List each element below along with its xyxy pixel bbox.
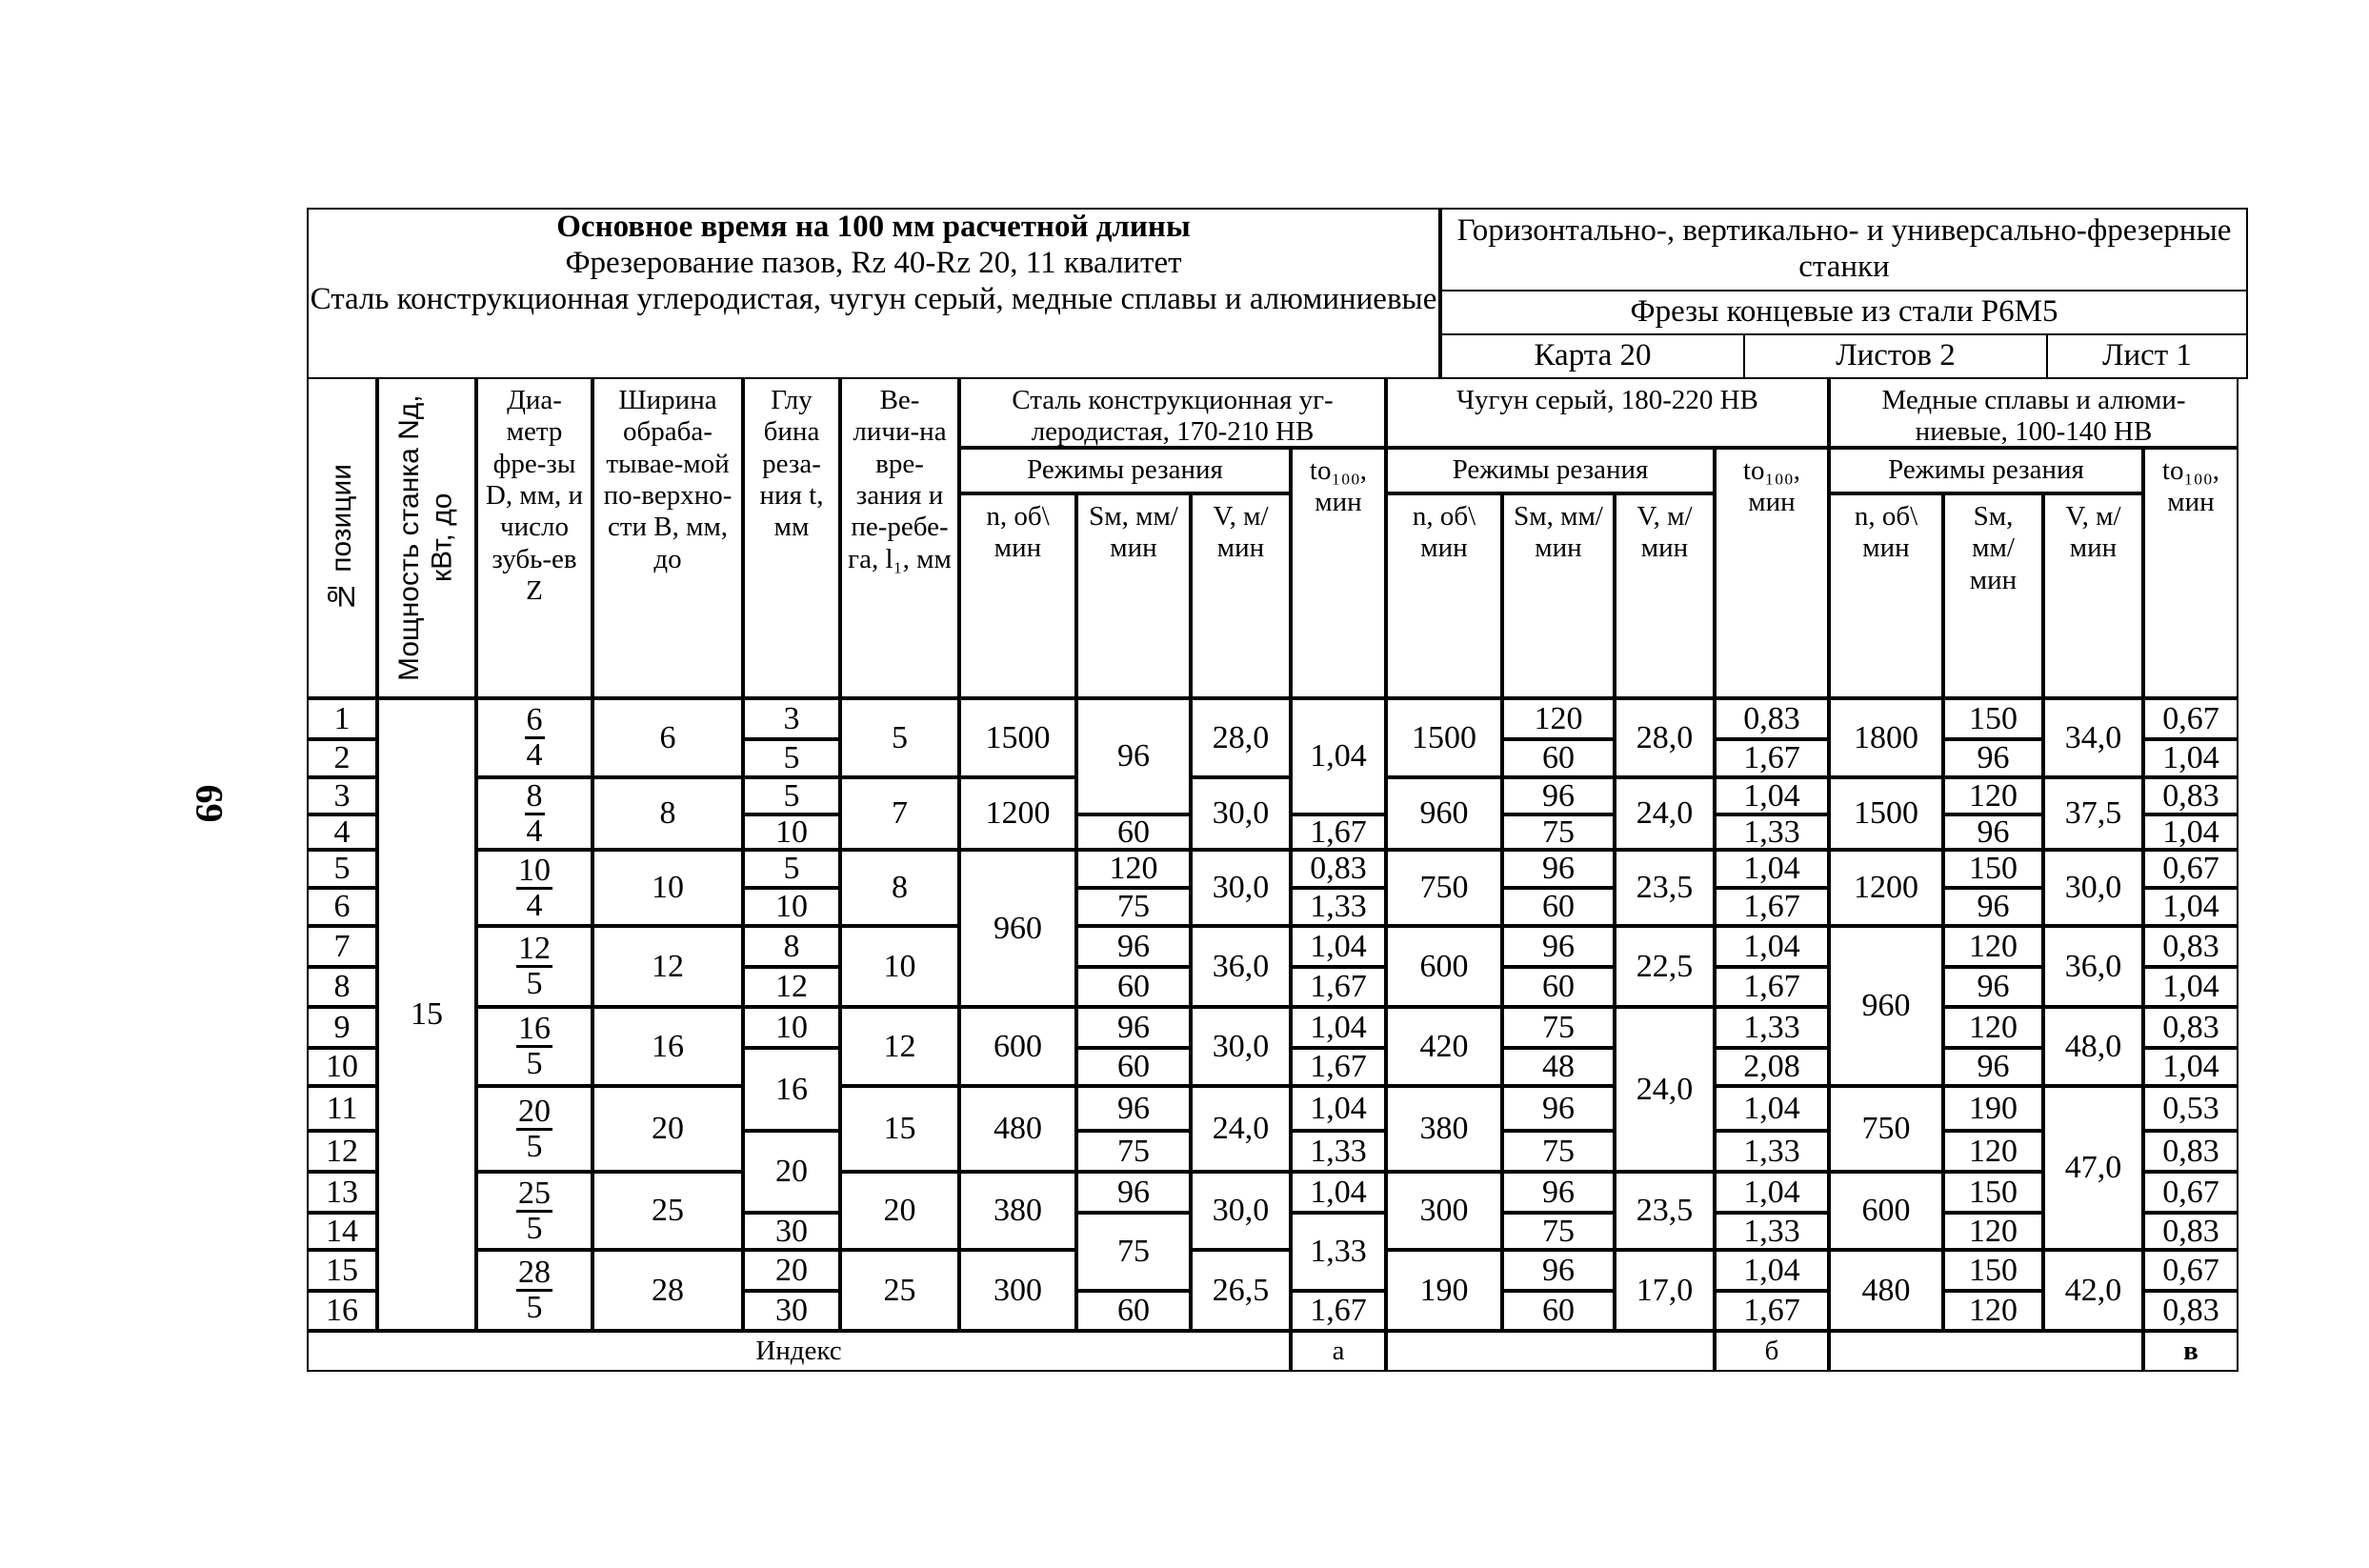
position-cell: 6 (307, 888, 377, 926)
copper-sm-cell: 120 (1943, 1007, 2043, 1048)
iron-sm-cell: 96 (1502, 926, 1615, 967)
col-n: n, об\ мин (1829, 493, 1943, 698)
steel-sm-cell: 96 (1076, 926, 1191, 967)
depth-cell: 20 (743, 1131, 840, 1213)
width-cell: 10 (592, 850, 743, 926)
approach-cell: 25 (840, 1250, 959, 1331)
index-a: а (1291, 1331, 1386, 1372)
col-depth: Глу бина реза-ния t, мм (743, 377, 840, 698)
steel-to100-cell: 1,33 (1291, 1213, 1386, 1291)
diameter-teeth-cell: $\frac{10}{4}$ (476, 850, 592, 926)
materials-description: Сталь конструкционная углеродистая, чугун серый, медные сплавы и алюминиевые (310, 281, 1437, 316)
copper-sm-cell: 120 (1943, 1131, 2043, 1172)
iron-to100-cell: 1,04 (1715, 926, 1829, 967)
position-cell: 10 (307, 1048, 377, 1086)
copper-sm-cell: 190 (1943, 1086, 2043, 1131)
steel-sm-cell: 75 (1076, 1131, 1191, 1172)
iron-to100-cell: 0,83 (1715, 698, 1829, 739)
depth-cell: 3 (743, 698, 840, 739)
iron-to100-cell: 2,08 (1715, 1048, 1829, 1086)
iron-sm-cell: 96 (1502, 1250, 1615, 1291)
steel-sm-cell: 60 (1076, 814, 1191, 850)
copper-to100-cell: 1,04 (2143, 739, 2239, 777)
copper-to100-cell: 0,67 (2143, 850, 2239, 888)
position-cell: 16 (307, 1291, 377, 1331)
depth-cell: 12 (743, 967, 840, 1007)
col-n: n, об\ мин (1386, 493, 1502, 698)
iron-sm-cell: 96 (1502, 850, 1615, 888)
steel-sm-cell: 96 (1076, 1172, 1191, 1213)
steel-n-cell: 960 (959, 850, 1076, 1007)
copper-v-cell: 37,5 (2043, 777, 2143, 850)
steel-to100-cell: 1,04 (1291, 1007, 1386, 1048)
copper-v-cell: 47,0 (2043, 1086, 2143, 1250)
copper-sm-cell: 120 (1943, 926, 2043, 967)
position-cell: 13 (307, 1172, 377, 1213)
steel-to100-cell: 1,04 (1291, 1172, 1386, 1213)
copper-n-cell: 480 (1829, 1250, 1943, 1331)
iron-sm-cell: 60 (1502, 739, 1615, 777)
copper-to100-cell: 0,83 (2143, 1291, 2239, 1331)
position-cell: 9 (307, 1007, 377, 1048)
index-c: в (2143, 1331, 2239, 1372)
width-cell: 16 (592, 1007, 743, 1086)
iron-sm-cell: 75 (1502, 814, 1615, 850)
width-cell: 12 (592, 926, 743, 1007)
iron-sm-cell: 48 (1502, 1048, 1615, 1086)
steel-v-cell: 36,0 (1191, 926, 1291, 1007)
iron-to100-cell: 1,67 (1715, 739, 1829, 777)
diameter-teeth-cell: $\frac{8}{4}$ (476, 777, 592, 850)
depth-cell: 8 (743, 926, 840, 967)
power-cell: 15 (377, 698, 476, 1331)
col-sm: Sм, мм/ мин (1076, 493, 1191, 698)
copper-to100-cell: 0,83 (2143, 1131, 2239, 1172)
steel-v-cell: 26,5 (1191, 1250, 1291, 1331)
copper-to100-cell: 0,67 (2143, 1250, 2239, 1291)
copper-v-cell: 42,0 (2043, 1250, 2143, 1331)
position-cell: 12 (307, 1131, 377, 1172)
steel-sm-cell: 75 (1076, 1213, 1191, 1291)
iron-v-cell: 22,5 (1615, 926, 1715, 1007)
width-cell: 8 (592, 777, 743, 850)
position-cell: 3 (307, 777, 377, 814)
steel-n-cell: 600 (959, 1007, 1076, 1086)
iron-sm-cell: 75 (1502, 1213, 1615, 1250)
col-approach: Ве-личи-на вре-зания и пе-ребе-га, l₁, мм (840, 377, 959, 698)
iron-to100-cell: 1,33 (1715, 814, 1829, 850)
iron-sm-cell: 60 (1502, 888, 1615, 926)
col-v: V, м/ мин (1191, 493, 1291, 698)
copper-sm-cell: 96 (1943, 888, 2043, 926)
col-sm: Sм, мм/ мин (1943, 493, 2043, 698)
steel-v-cell: 30,0 (1191, 1172, 1291, 1250)
copper-n-cell: 750 (1829, 1086, 1943, 1172)
col-v: V, м/ мин (1615, 493, 1715, 698)
width-cell: 6 (592, 698, 743, 777)
iron-sm-cell: 60 (1502, 967, 1615, 1007)
col-position: № позиции (307, 377, 377, 698)
position-cell: 2 (307, 739, 377, 777)
copper-v-cell: 36,0 (2043, 926, 2143, 1007)
copper-n-cell: 960 (1829, 926, 1943, 1086)
copper-sm-cell: 120 (1943, 1213, 2043, 1250)
col-to100: to₁₀₀, мин (1291, 448, 1386, 698)
steel-v-cell: 30,0 (1191, 777, 1291, 850)
iron-v-cell: 23,5 (1615, 1172, 1715, 1250)
copper-n-cell: 1500 (1829, 777, 1943, 850)
steel-to100-cell: 1,67 (1291, 1048, 1386, 1086)
steel-sm-cell: 96 (1076, 1086, 1191, 1131)
approach-cell: 10 (840, 926, 959, 1007)
depth-cell: 5 (743, 850, 840, 888)
iron-v-cell: 23,5 (1615, 850, 1715, 926)
depth-cell: 5 (743, 739, 840, 777)
position-cell: 5 (307, 850, 377, 888)
steel-n-cell: 300 (959, 1250, 1076, 1331)
copper-sm-cell: 96 (1943, 1048, 2043, 1086)
copper-sm-cell: 150 (1943, 850, 2043, 888)
approach-cell: 20 (840, 1172, 959, 1250)
position-cell: 11 (307, 1086, 377, 1131)
approach-cell: 7 (840, 777, 959, 850)
index-gap (1829, 1331, 2143, 1372)
cutting-modes-label: Режимы резания (959, 448, 1291, 493)
iron-n-cell: 380 (1386, 1086, 1502, 1172)
steel-to100-cell: 1,67 (1291, 814, 1386, 850)
steel-n-cell: 1500 (959, 698, 1076, 777)
col-sm: Sм, мм/ мин (1502, 493, 1615, 698)
col-to100: to₁₀₀, мин (1715, 448, 1829, 698)
position-cell: 15 (307, 1250, 377, 1291)
table-title: Основное время на 100 мм расчетной длины (556, 210, 1191, 244)
iron-to100-cell: 1,04 (1715, 777, 1829, 814)
steel-n-cell: 1200 (959, 777, 1076, 850)
iron-sm-cell: 120 (1502, 698, 1615, 739)
col-n: n, об\ мин (959, 493, 1076, 698)
copper-to100-cell: 1,04 (2143, 814, 2239, 850)
depth-cell: 30 (743, 1213, 840, 1250)
material-group-3: Медные сплавы и алюми-ниевые, 100-140 НВ (1829, 377, 2239, 448)
steel-to100-cell: 0,83 (1291, 850, 1386, 888)
steel-to100-cell: 1,33 (1291, 1131, 1386, 1172)
page-number: 69 (188, 784, 231, 823)
depth-cell: 10 (743, 814, 840, 850)
col-power: Мощность станка Nд, кВт, до (377, 377, 476, 698)
copper-n-cell: 1800 (1829, 698, 1943, 777)
iron-v-cell: 24,0 (1615, 777, 1715, 850)
copper-v-cell: 30,0 (2043, 850, 2143, 926)
steel-sm-cell: 60 (1076, 1048, 1191, 1086)
copper-to100-cell: 0,67 (2143, 698, 2239, 739)
copper-sm-cell: 150 (1943, 1172, 2043, 1213)
copper-sm-cell: 120 (1943, 1291, 2043, 1331)
steel-to100-cell: 1,04 (1291, 926, 1386, 967)
depth-cell: 30 (743, 1291, 840, 1331)
sheets-count: Листов 2 (1743, 333, 2048, 379)
iron-sm-cell: 75 (1502, 1007, 1615, 1048)
header-description (307, 208, 1440, 379)
cutting-modes-label: Режимы резания (1386, 448, 1715, 493)
iron-v-cell: 17,0 (1615, 1250, 1715, 1331)
steel-to100-cell: 1,04 (1291, 698, 1386, 814)
diameter-teeth-cell: $\frac{20}{5}$ (476, 1086, 592, 1172)
iron-to100-cell: 1,67 (1715, 967, 1829, 1007)
depth-cell: 20 (743, 1250, 840, 1291)
iron-to100-cell: 1,04 (1715, 850, 1829, 888)
iron-to100-cell: 1,04 (1715, 1250, 1829, 1291)
material-group-2: Чугун серый, 180-220 НВ (1386, 377, 1829, 448)
iron-sm-cell: 96 (1502, 1172, 1615, 1213)
steel-to100-cell: 1,67 (1291, 967, 1386, 1007)
iron-n-cell: 750 (1386, 850, 1502, 926)
col-width: Ширина обраба-тывае-мой по-верхно-сти B, мм, до (592, 377, 743, 698)
copper-to100-cell: 1,04 (2143, 1048, 2239, 1086)
machines-label: Горизонтально-, вертикально- и универсально-фрезерные станки (1440, 208, 2248, 291)
iron-to100-cell: 1,67 (1715, 1291, 1829, 1331)
copper-v-cell: 34,0 (2043, 698, 2143, 777)
position-cell: 4 (307, 814, 377, 850)
diameter-teeth-cell: $\frac{6}{4}$ (476, 698, 592, 777)
copper-to100-cell: 0,53 (2143, 1086, 2239, 1131)
col-diameter: Диа-метр фре-зы D, мм, и число зубь-ев Z (476, 377, 592, 698)
iron-n-cell: 420 (1386, 1007, 1502, 1086)
iron-to100-cell: 1,33 (1715, 1007, 1829, 1048)
iron-to100-cell: 1,04 (1715, 1086, 1829, 1131)
iron-to100-cell: 1,33 (1715, 1213, 1829, 1250)
width-cell: 20 (592, 1086, 743, 1172)
approach-cell: 15 (840, 1086, 959, 1172)
steel-to100-cell: 1,04 (1291, 1086, 1386, 1131)
copper-to100-cell: 1,04 (2143, 967, 2239, 1007)
iron-to100-cell: 1,33 (1715, 1131, 1829, 1172)
position-cell: 8 (307, 967, 377, 1007)
steel-n-cell: 380 (959, 1172, 1076, 1250)
steel-n-cell: 480 (959, 1086, 1076, 1172)
depth-cell: 5 (743, 777, 840, 814)
steel-v-cell: 30,0 (1191, 1007, 1291, 1086)
tool-label: Фрезы концевые из стали Р6М5 (1440, 290, 2248, 335)
iron-n-cell: 600 (1386, 926, 1502, 1007)
copper-sm-cell: 96 (1943, 814, 2043, 850)
approach-cell: 5 (840, 698, 959, 777)
steel-sm-cell: 96 (1076, 698, 1191, 814)
approach-cell: 12 (840, 1007, 959, 1086)
copper-n-cell: 1200 (1829, 850, 1943, 926)
sheet-number: Лист 1 (2046, 333, 2248, 379)
approach-cell: 8 (840, 850, 959, 926)
cutting-modes-label: Режимы резания (1829, 448, 2143, 493)
index-b: б (1715, 1331, 1829, 1372)
copper-to100-cell: 0,83 (2143, 1007, 2239, 1048)
col-to100: to₁₀₀, мин (2143, 448, 2239, 698)
col-v: V, м/ мин (2043, 493, 2143, 698)
copper-to100-cell: 1,04 (2143, 888, 2239, 926)
diameter-teeth-cell: $\frac{12}{5}$ (476, 926, 592, 1007)
iron-sm-cell: 75 (1502, 1131, 1615, 1172)
iron-v-cell: 28,0 (1615, 698, 1715, 777)
iron-sm-cell: 96 (1502, 777, 1615, 814)
copper-sm-cell: 96 (1943, 967, 2043, 1007)
steel-v-cell: 28,0 (1191, 698, 1291, 777)
depth-cell: 10 (743, 1007, 840, 1048)
width-cell: 28 (592, 1250, 743, 1331)
iron-v-cell: 24,0 (1615, 1007, 1715, 1172)
copper-sm-cell: 150 (1943, 698, 2043, 739)
width-cell: 25 (592, 1172, 743, 1250)
diameter-teeth-cell: $\frac{25}{5}$ (476, 1172, 592, 1250)
material-group-1: Сталь конструкционная уг-леродистая, 170-210 НВ (959, 377, 1386, 448)
iron-n-cell: 960 (1386, 777, 1502, 850)
iron-sm-cell: 96 (1502, 1086, 1615, 1131)
copper-to100-cell: 0,83 (2143, 926, 2239, 967)
position-cell: 1 (307, 698, 377, 739)
steel-to100-cell: 1,67 (1291, 1291, 1386, 1331)
iron-n-cell: 190 (1386, 1250, 1502, 1331)
steel-sm-cell: 75 (1076, 888, 1191, 926)
iron-sm-cell: 60 (1502, 1291, 1615, 1331)
steel-v-cell: 24,0 (1191, 1086, 1291, 1172)
steel-sm-cell: 60 (1076, 967, 1191, 1007)
iron-to100-cell: 1,04 (1715, 1172, 1829, 1213)
diameter-teeth-cell: $\frac{28}{5}$ (476, 1250, 592, 1331)
iron-to100-cell: 1,67 (1715, 888, 1829, 926)
steel-sm-cell: 60 (1076, 1291, 1191, 1331)
diameter-teeth-cell: $\frac{16}{5}$ (476, 1007, 592, 1086)
copper-sm-cell: 150 (1943, 1250, 2043, 1291)
copper-n-cell: 600 (1829, 1172, 1943, 1250)
steel-sm-cell: 96 (1076, 1007, 1191, 1048)
iron-n-cell: 1500 (1386, 698, 1502, 777)
copper-v-cell: 48,0 (2043, 1007, 2143, 1086)
depth-cell: 10 (743, 888, 840, 926)
steel-v-cell: 30,0 (1191, 850, 1291, 926)
iron-n-cell: 300 (1386, 1172, 1502, 1250)
copper-sm-cell: 120 (1943, 777, 2043, 814)
steel-to100-cell: 1,33 (1291, 888, 1386, 926)
steel-sm-cell: 120 (1076, 850, 1191, 888)
copper-to100-cell: 0,67 (2143, 1172, 2239, 1213)
index-label: Индекс (307, 1331, 1291, 1372)
position-cell: 14 (307, 1213, 377, 1250)
index-gap (1386, 1331, 1715, 1372)
depth-cell: 16 (743, 1048, 840, 1131)
card-number: Карта 20 (1440, 333, 1745, 379)
copper-to100-cell: 0,83 (2143, 1213, 2239, 1250)
operation-subtitle: Фрезерование пазов, Rz 40-Rz 20, 11 квалитет (565, 245, 1182, 280)
position-cell: 7 (307, 926, 377, 967)
copper-to100-cell: 0,83 (2143, 777, 2239, 814)
copper-sm-cell: 96 (1943, 739, 2043, 777)
